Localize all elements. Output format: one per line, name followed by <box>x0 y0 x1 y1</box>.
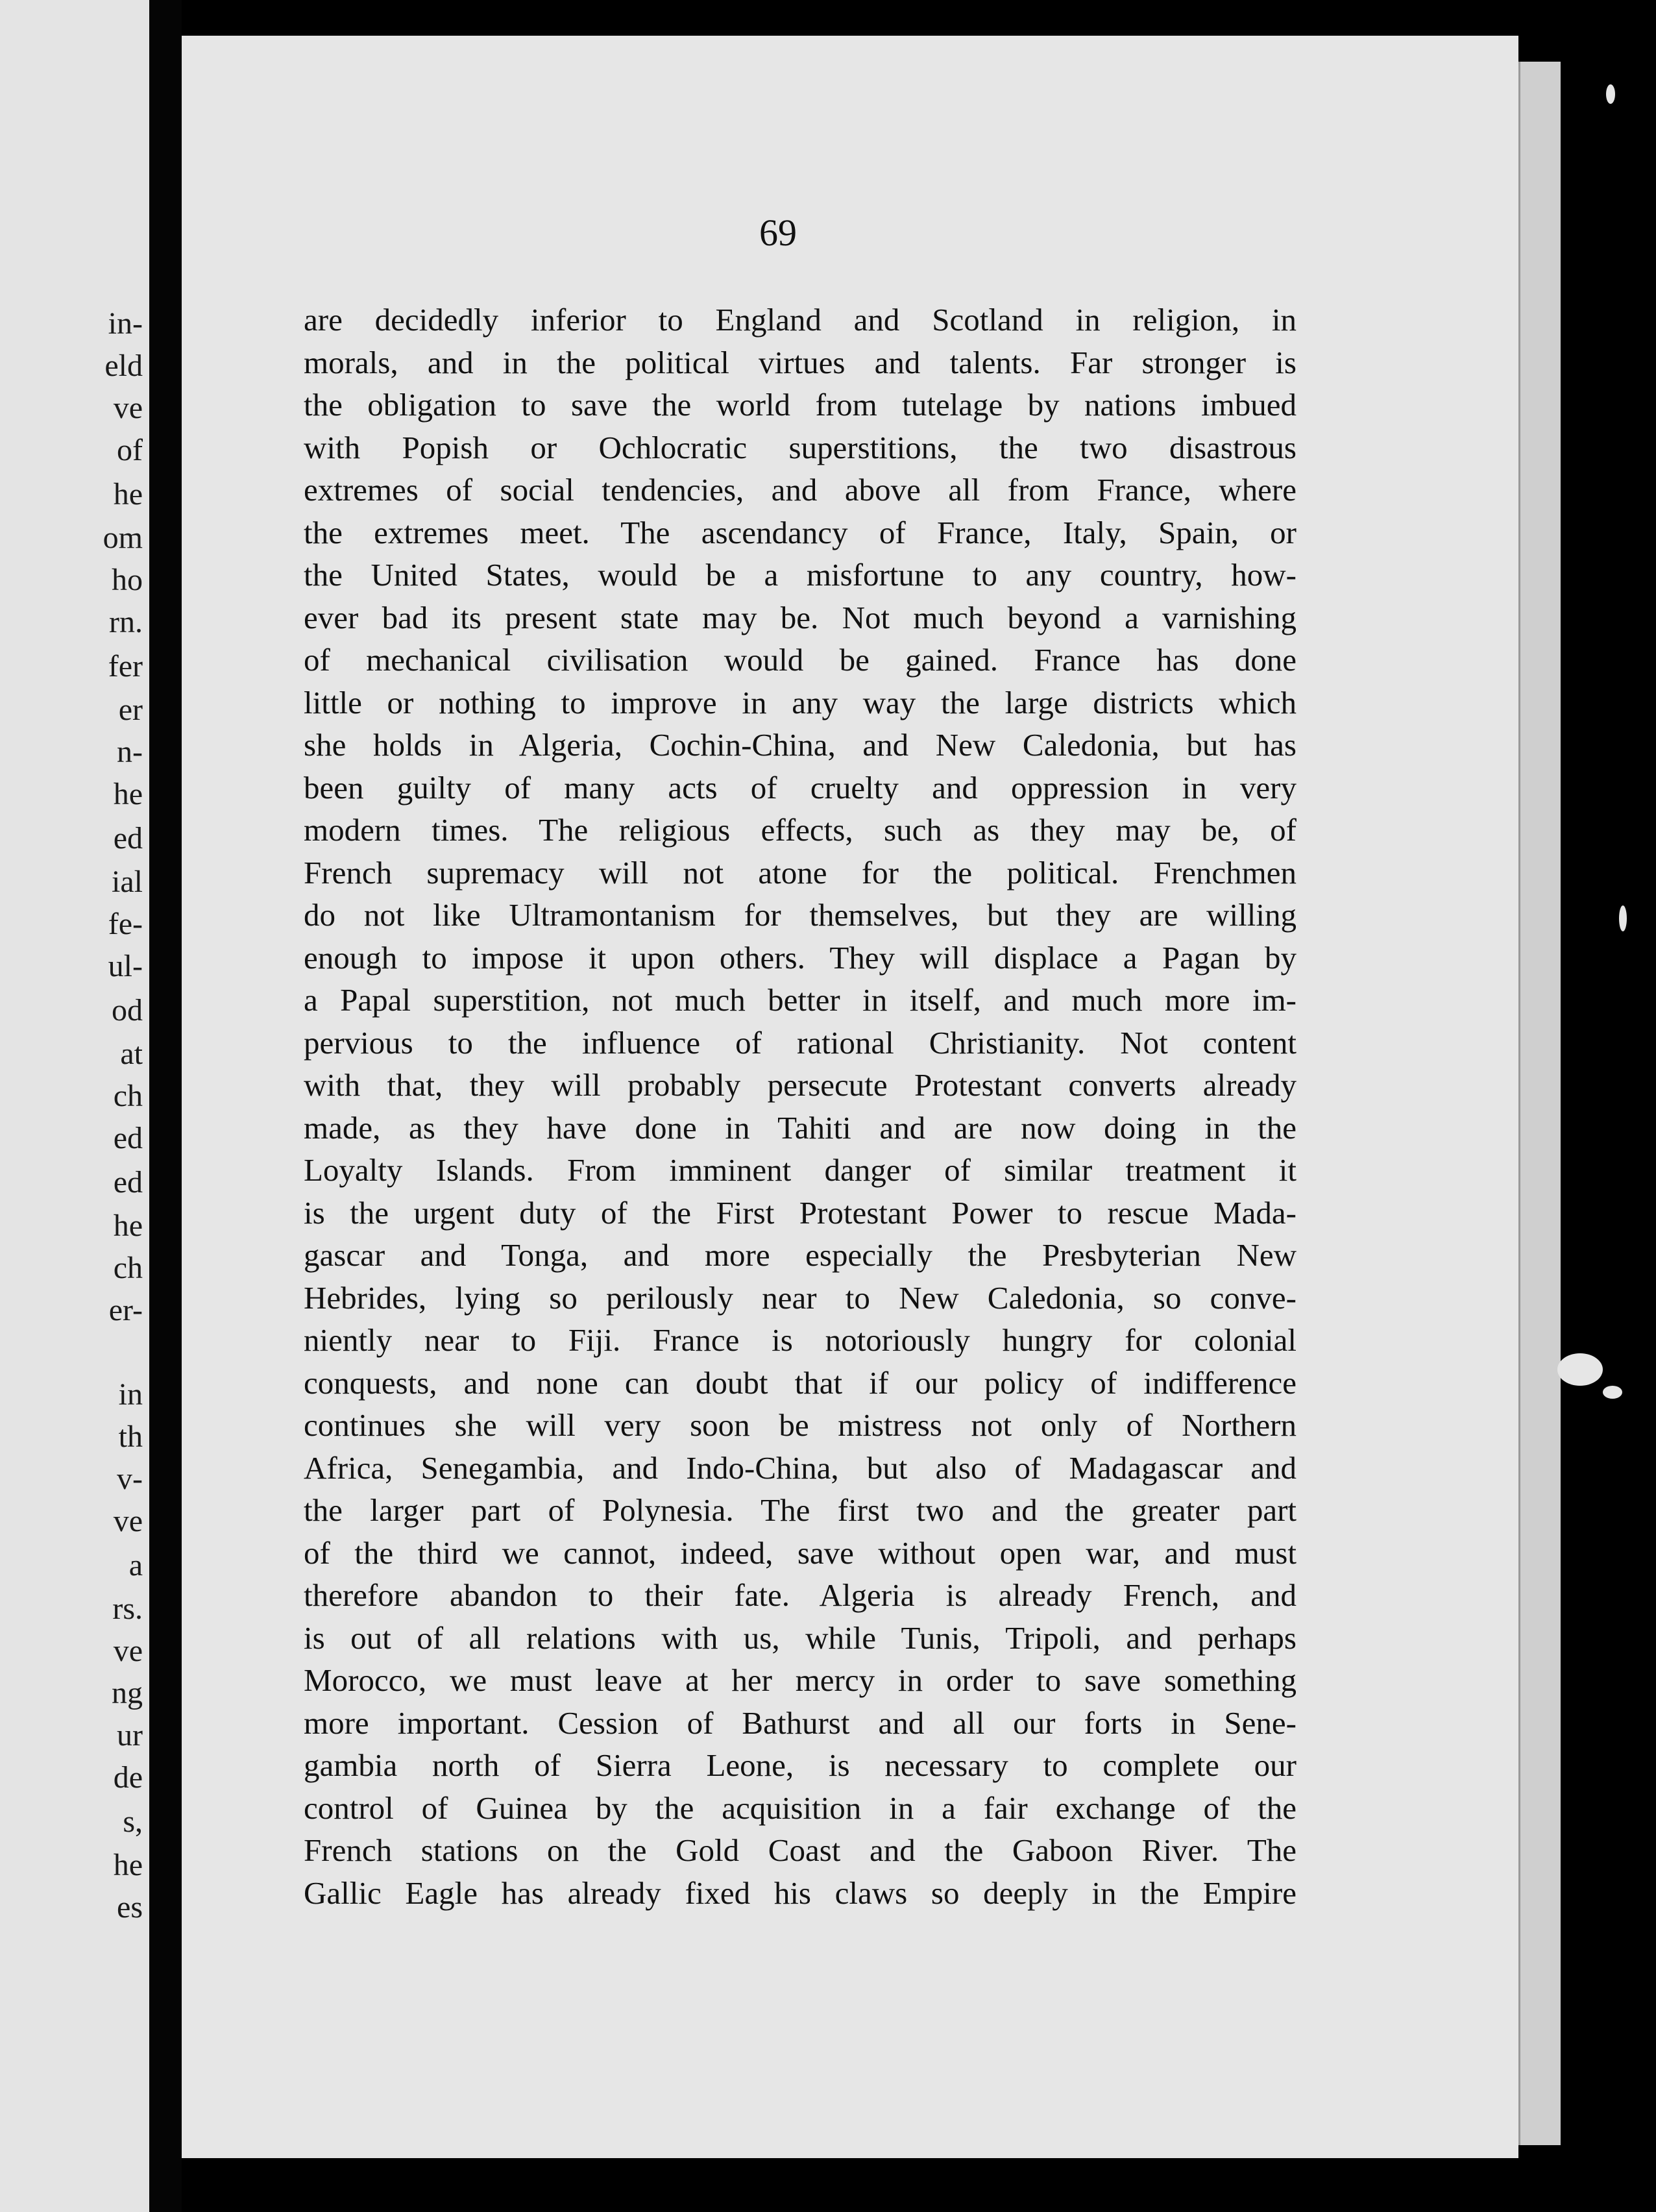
left-page-line-fragment: ch <box>113 1251 143 1285</box>
left-page-line-fragment: v- <box>117 1462 143 1496</box>
left-page-line-fragment: ed <box>113 821 143 855</box>
left-page-line-fragment: er- <box>108 1293 143 1327</box>
text-line: conquests, and none can doubt that if our policy of indifference <box>304 1364 1297 1401</box>
left-page-line-fragment: in- <box>108 306 143 341</box>
left-page-line-fragment: ed <box>113 1165 143 1199</box>
scan-speck <box>1557 1353 1603 1386</box>
text-line: Morocco, we must leave at her mercy in order to save something <box>304 1662 1297 1698</box>
left-page-line-fragment: eld <box>104 349 143 383</box>
text-line: the obligation to save the world from tutelage by nations imbued <box>304 387 1297 423</box>
scan-speck <box>1619 905 1627 931</box>
text-line: of mechanical civilisation would be gained. France has done <box>304 642 1297 678</box>
text-line: is out of all relations with us, while Tunis, Tripoli, and perhaps <box>304 1619 1297 1656</box>
scan-speck <box>1603 1386 1622 1399</box>
text-line: therefore abandon to their fate. Algeria is already French, and <box>304 1577 1297 1613</box>
text-line: control of Guinea by the acquisition in a fair exchange of the <box>304 1789 1297 1826</box>
left-page-line-fragment: ed <box>113 1121 143 1155</box>
left-facing-page <box>0 0 149 2212</box>
text-line: ever bad its present state may be. Not much beyond a varnishing <box>304 599 1297 635</box>
text-line: Africa, Senegambia, and Indo-China, but also of Madagascar and <box>304 1449 1297 1486</box>
text-line: Hebrides, lying so perilously near to New Caledonia, so conve- <box>304 1279 1297 1316</box>
left-page-line-fragment: de <box>113 1760 143 1795</box>
left-page-line-fragment: of <box>117 433 143 467</box>
text-line: extremes of social tendencies, and above all from France, where <box>304 472 1297 508</box>
text-line: niently near to Fiji. France is notoriously hungry for colonial <box>304 1322 1297 1358</box>
text-line: do not like Ultramontanism for themselves, but they are willing <box>304 897 1297 933</box>
left-page-line-fragment: ve <box>113 391 143 425</box>
text-line: with Popish or Ochlocratic superstitions, the two disastrous <box>304 429 1297 465</box>
page-number: 69 <box>759 212 797 254</box>
text-line: the larger part of Polynesia. The first two and the greater part <box>304 1492 1297 1528</box>
left-page-line-fragment: n- <box>117 735 143 769</box>
left-page-line-fragment: at <box>120 1037 143 1071</box>
left-page-line-fragment: rs. <box>112 1591 143 1626</box>
text-line: French stations on the Gold Coast and the Gaboon River. The <box>304 1832 1297 1868</box>
text-line: the extremes meet. The ascendancy of France, Italy, Spain, or <box>304 514 1297 550</box>
text-line: she holds in Algeria, Cochin-China, and New Caledonia, but has <box>304 727 1297 763</box>
left-page-line-fragment: om <box>103 521 143 555</box>
left-page-line-fragment: s, <box>123 1804 143 1839</box>
text-line: is the urgent duty of the First Protestant Power to rescue Mada- <box>304 1194 1297 1231</box>
text-line: made, as they have done in Tahiti and are now doing in the <box>304 1109 1297 1146</box>
text-line: a Papal superstition, not much better in itself, and much more im- <box>304 982 1297 1018</box>
left-page-line-fragment: ve <box>113 1504 143 1538</box>
text-line: of the third we cannot, indeed, save without open war, and must <box>304 1534 1297 1571</box>
page-edge-stack <box>1518 62 1561 2145</box>
text-line: French supremacy will not atone for the political. Frenchmen <box>304 854 1297 891</box>
text-line: gascar and Tonga, and more especially the Presbyterian New <box>304 1237 1297 1273</box>
left-page-line-fragment: es <box>117 1890 143 1924</box>
text-line: Gallic Eagle has already fixed his claws so deeply in the Empire <box>304 1874 1297 1911</box>
text-line: been guilty of many acts of cruelty and oppression in very <box>304 769 1297 805</box>
text-line: the United States, would be a misfortune to any country, how- <box>304 557 1297 593</box>
text-line: gambia north of Sierra Leone, is necessary to complete our <box>304 1747 1297 1783</box>
text-line: pervious to the influence of rational Christianity. Not content <box>304 1024 1297 1061</box>
left-page-line-fragment: ul- <box>108 949 143 983</box>
text-line: continues she will very soon be mistress not only of Northern <box>304 1407 1297 1443</box>
text-line: more important. Cession of Bathurst and all our forts in Sene- <box>304 1704 1297 1741</box>
text-line: morals, and in the political virtues and talents. Far stronger is <box>304 344 1297 380</box>
text-line: with that, they will probably persecute Protestant converts already <box>304 1067 1297 1103</box>
left-page-line-fragment: fe- <box>108 907 143 941</box>
body-text <box>304 299 1297 1914</box>
left-page-line-fragment: ur <box>117 1718 143 1752</box>
left-page-line-fragment: he <box>113 777 143 811</box>
left-page-line-fragment: rn. <box>109 605 143 639</box>
left-page-line-fragment: ve <box>113 1634 143 1668</box>
left-page-line-fragment: ho <box>112 563 143 597</box>
left-page-line-fragment: od <box>112 993 143 1027</box>
left-page-line-fragment: er <box>118 693 143 727</box>
left-page-line-fragment: ch <box>113 1079 143 1113</box>
book-gutter <box>149 0 182 2212</box>
text-line: modern times. The religious effects, such as they may be, of <box>304 812 1297 848</box>
left-page-line-fragment: ng <box>112 1676 143 1710</box>
text-line: Loyalty Islands. From imminent danger of similar treatment it <box>304 1152 1297 1188</box>
left-page-line-fragment: he <box>113 1848 143 1882</box>
left-page-line-fragment: ial <box>112 865 143 899</box>
left-page-line-fragment: fer <box>108 649 143 683</box>
left-page-line-fragment: in <box>118 1377 143 1412</box>
text-line: enough to impose it upon others. They will displace a Pagan by <box>304 939 1297 976</box>
left-page-line-fragment: he <box>113 1209 143 1243</box>
scan-speck <box>1606 84 1615 104</box>
left-page-line-fragment: th <box>118 1419 143 1454</box>
left-page-line-fragment: a <box>128 1548 143 1582</box>
text-line: are decidedly inferior to England and Scotland in religion, in <box>304 302 1297 338</box>
text-line: little or nothing to improve in any way the large districts which <box>304 684 1297 720</box>
left-page-line-fragment: he <box>113 477 143 511</box>
